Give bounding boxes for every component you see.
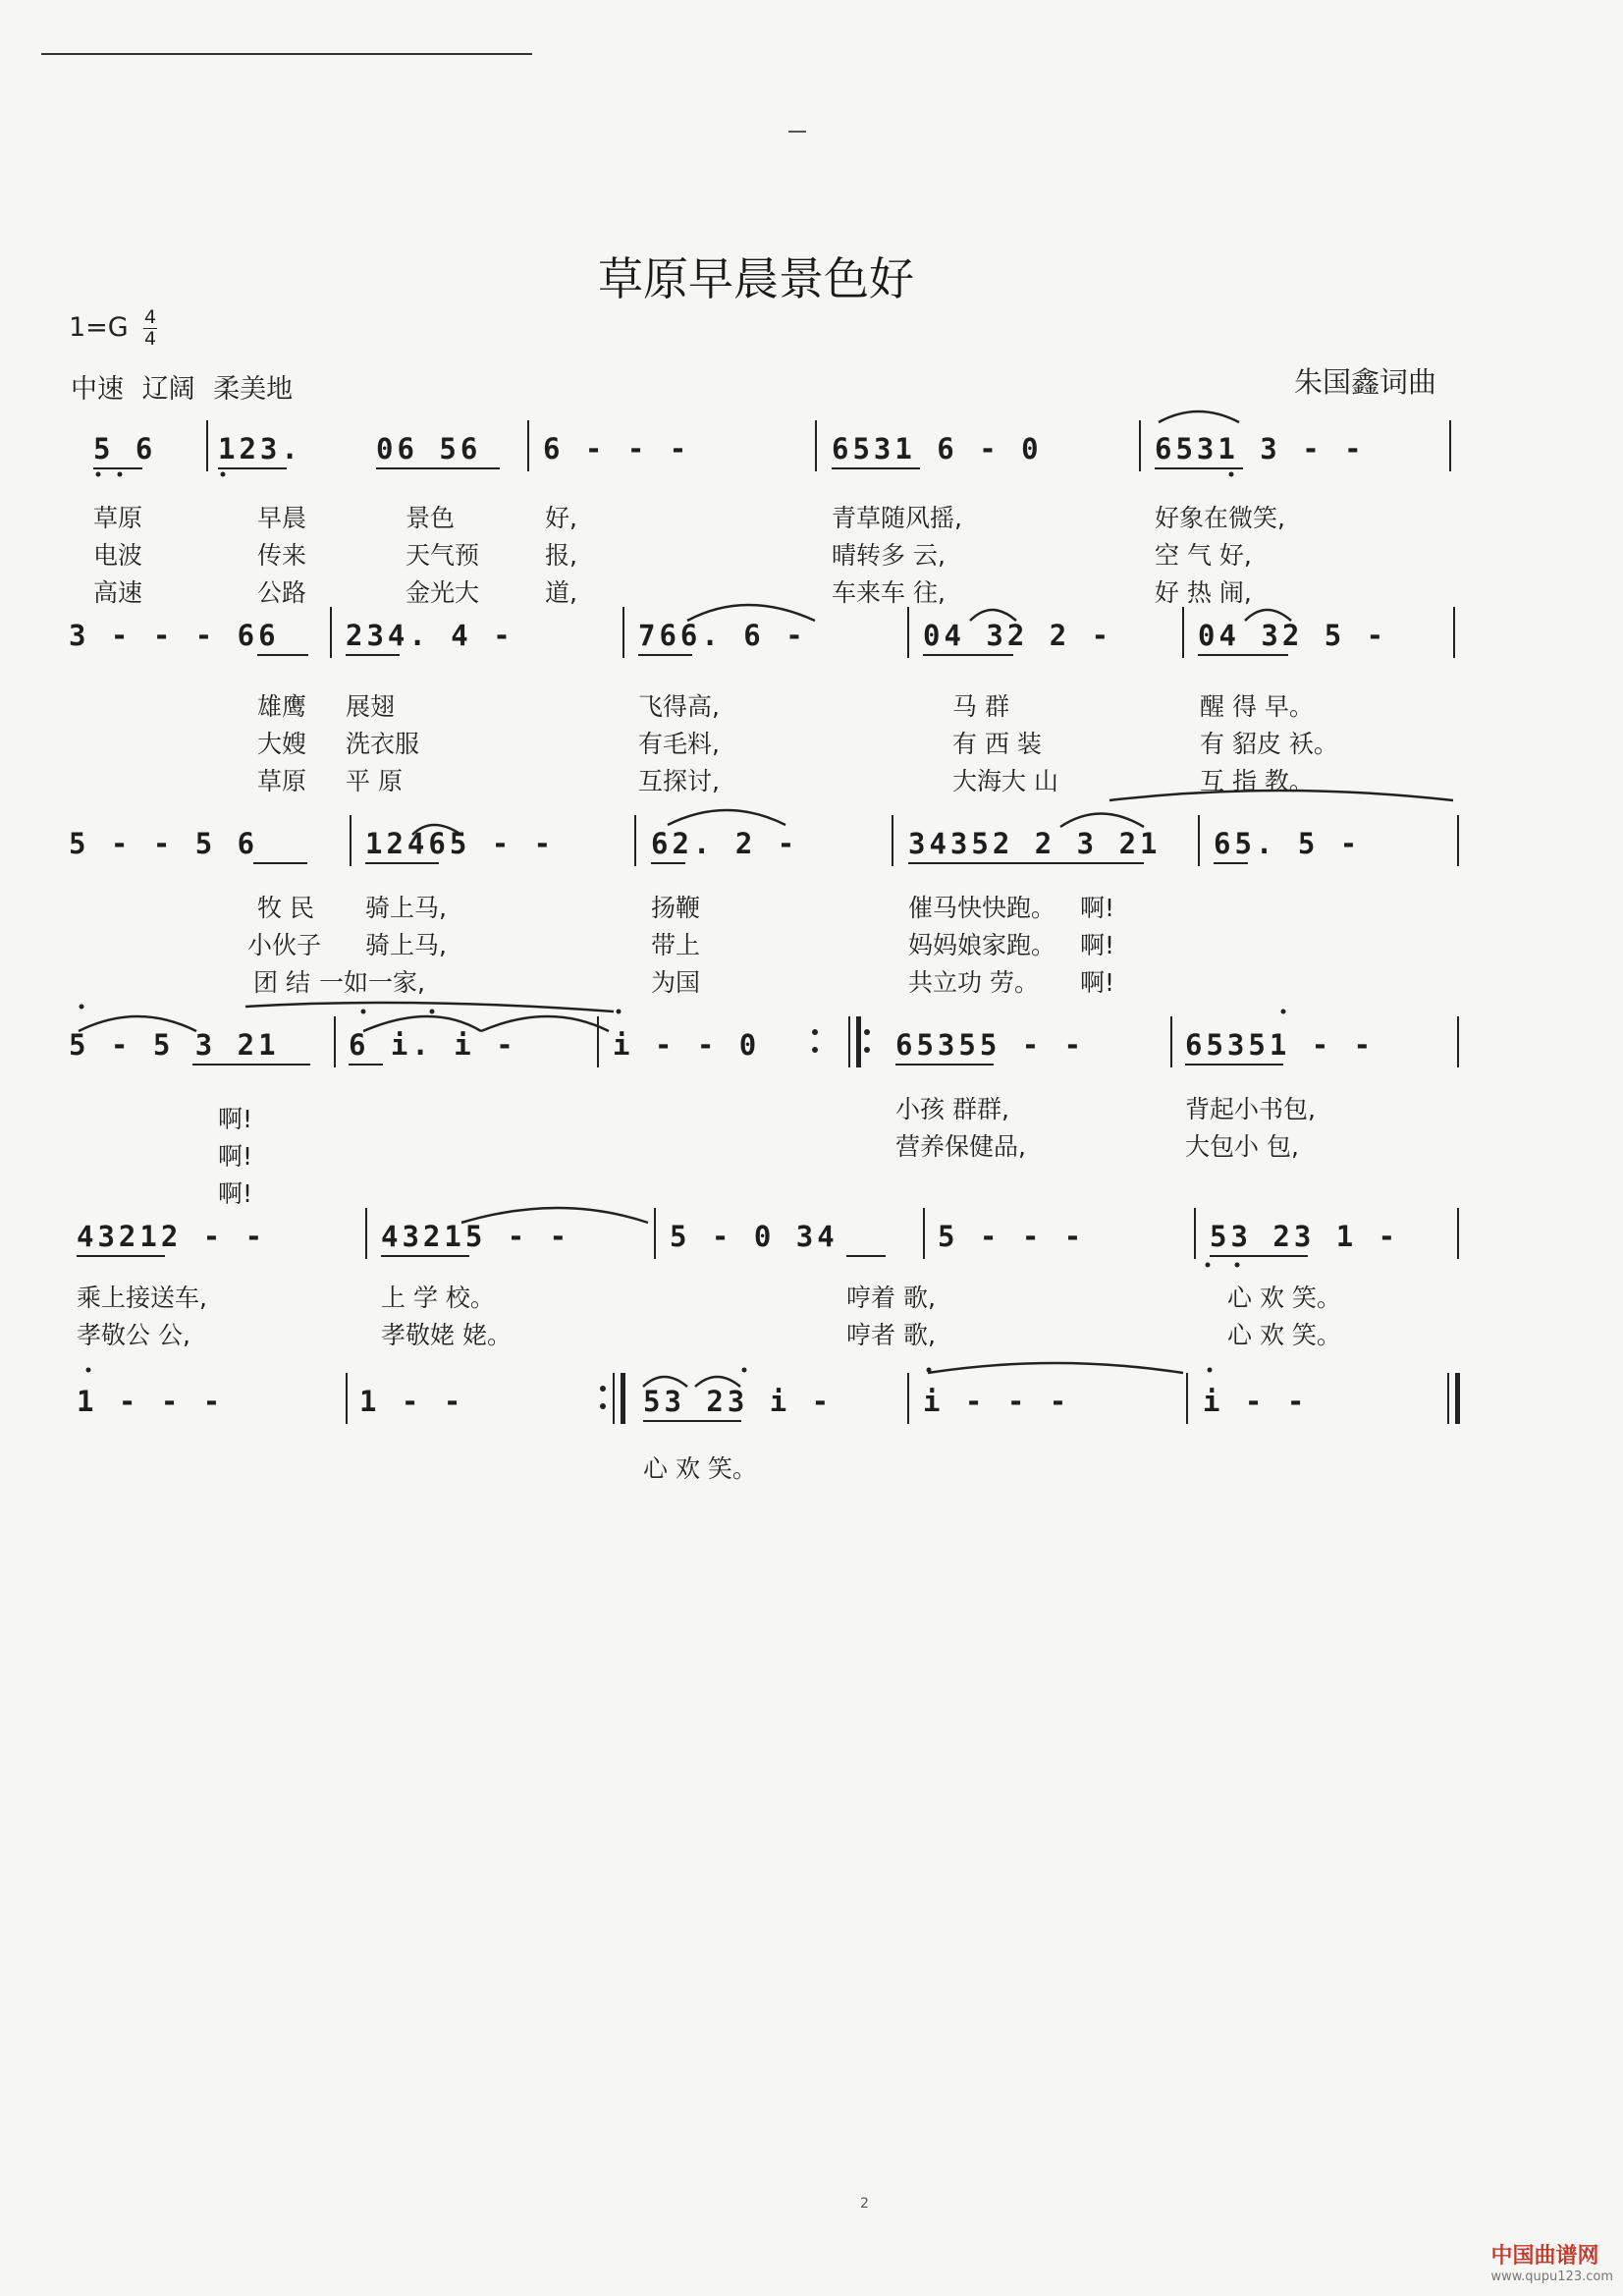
measure-1-4: 6531 6 - 0 [832,432,1043,465]
measure-1-1: 5 6 [93,432,157,465]
lyric-1-2-b: 传来 [257,541,307,570]
measure-3-2: 12465 - - [365,827,556,860]
lyric-3-2-c: 带上 [651,931,701,959]
lyric-4-1-c: 背起小书包, [1185,1095,1316,1123]
lyric-4-2-a: 啊! [218,1142,253,1171]
measure-5-1: 43212 - - [77,1220,267,1253]
time-top: 4 [143,306,157,328]
measure-2-1: 3 - - - 66 [69,619,280,652]
lyric-3-1-c: 扬鞭 [651,894,701,922]
lyric-5-2-b: 孝敬姥 姥。 [381,1321,512,1349]
lyric-2-3-e: 互 指 教。 [1200,767,1314,795]
lyric-1-3-f: 好 热 闹, [1155,578,1252,607]
tempo-marking: 中速 辽阔 柔美地 [71,374,294,405]
lyric-3-3-b: 一如一家, [319,968,425,997]
measure-4-1: 5 - 5 3 21 [69,1028,280,1062]
measure-4-2: 6 i. i - [349,1028,517,1062]
watermark-url: www.qupu123.com [1490,2269,1613,2284]
measure-3-5: 65. 5 - [1214,827,1362,860]
lyric-1-3-a: 高速 [93,578,143,607]
measure-6-5: i - - [1203,1385,1309,1418]
lyric-1-3-c: 金光大 [406,578,480,607]
key-signature: 1=G [69,312,129,343]
measure-6-1: 1 - - - [77,1385,225,1418]
measure-6-3: 53 23 i - [643,1385,834,1418]
lyric-1-1-e: 青草随风摇, [832,504,962,532]
measure-3-3: 62. 2 - [651,827,799,860]
lyric-3-3-e: 啊! [1080,968,1115,997]
lyric-2-3-d: 大海大 山 [952,767,1058,795]
lyric-2-1-a: 雄鹰 [257,692,307,721]
lyric-3-1-b: 骑上马, [365,894,447,922]
lyric-1-1-a: 草原 [93,504,143,532]
lyric-2-1-b: 展翅 [346,692,396,721]
lyric-2-3-a: 草原 [257,767,307,795]
lyric-2-1-d: 马 群 [952,692,1009,721]
lyric-3-2-e: 啊! [1080,931,1115,959]
lyric-1-2-a: 电波 [93,541,143,570]
lyric-5-2-a: 孝敬公 公, [77,1321,190,1349]
measure-3-1: 5 - - 5 6 [69,827,259,860]
measure-2-5: 04 32 5 - [1198,619,1388,652]
lyric-1-3-e: 车来车 往, [832,578,946,607]
lyric-5-1-b: 上 学 校。 [381,1284,495,1312]
lyric-3-2-b: 骑上马, [365,931,447,959]
lyric-5-1-d: 心 欢 笑。 [1227,1284,1341,1312]
measure-2-3: 766. 6 - [638,619,807,652]
measure-5-2: 43215 - - [381,1220,571,1253]
lyric-2-2-c: 有毛料, [638,730,720,758]
measure-5-3: 5 - 0 34 [670,1220,839,1253]
lyric-4-1-a: 啊! [218,1105,253,1133]
lyric-3-1-a: 牧 民 [257,894,314,922]
lyric-1-3-b: 公路 [257,578,307,607]
lyric-2-2-d: 有 西 装 [952,730,1042,758]
lyric-1-2-d: 报, [545,541,577,570]
lyric-4-2-b: 营养保健品, [895,1132,1026,1161]
lyric-3-3-d: 共立功 劳。 [908,968,1039,997]
measure-1-2b: 06 56 [376,432,482,465]
lyric-4-3-a: 啊! [218,1179,253,1208]
lyric-4-1-b: 小孩 群群, [895,1095,1009,1123]
measure-2-4: 04 32 2 - [923,619,1113,652]
lyric-3-3-c: 为国 [651,968,701,997]
lyric-2-3-b: 平 原 [346,767,403,795]
lyric-2-1-e: 醒 得 早。 [1200,692,1314,721]
lyric-5-1-c: 哼着 歌, [846,1284,936,1312]
lyric-3-2-a: 小伙子 [247,931,322,959]
lyric-1-1-b: 早晨 [257,504,307,532]
lyric-2-2-e: 有 貂皮 袄。 [1200,730,1338,758]
lyric-3-2-d: 妈妈娘家跑。 [908,931,1056,959]
measure-1-5: 6531 3 - - [1155,432,1366,465]
lyric-2-1-c: 飞得高, [638,692,720,721]
lyric-1-2-c: 天气预 [406,541,480,570]
measure-5-5: 53 23 1 - [1210,1220,1400,1253]
lyric-5-2-d: 心 欢 笑。 [1227,1321,1341,1349]
lyric-1-2-e: 晴转多 云, [832,541,946,570]
lyric-2-2-b: 洗衣服 [346,730,420,758]
page-number: 2 [860,2196,869,2212]
lyric-1-3-d: 道, [545,578,577,607]
lyric-5-2-c: 哼者 歌, [846,1321,936,1349]
lyric-2-3-c: 互探讨, [638,767,720,795]
lyric-4-2-c: 大包小 包, [1185,1132,1299,1161]
song-title: 草原早晨景色好 [598,252,914,305]
site-watermark [1490,2239,1613,2284]
measure-1-3: 6 - - - [543,432,691,465]
lyric-3-1-d: 催马快快跑。 [908,894,1056,922]
measure-6-4: i - - - [923,1385,1071,1418]
lyric-2-2-a: 大嫂 [257,730,307,758]
lyric-3-3-a: 团 结 [253,968,310,997]
lyric-5-1-a: 乘上接送车, [77,1284,207,1312]
measure-3-4: 34352 2 3 21 [908,827,1162,860]
lyric-1-1-c: 景色 [406,504,456,532]
watermark-text: 中国曲谱网 [1490,2244,1599,2269]
measure-4-4: 65355 - - [895,1028,1086,1062]
measure-2-2: 234. 4 - [346,619,514,652]
lyric-1-1-f: 好象在微笑, [1155,504,1285,532]
measure-5-4: 5 - - - [938,1220,1086,1253]
lyric-3-1-e: 啊! [1080,894,1115,922]
measure-6-2: 1 - - [359,1385,465,1418]
measure-4-5: 65351 - - [1185,1028,1376,1062]
measure-1-2a: 123. [218,432,302,465]
lyric-6-1-a: 心 欢 笑。 [643,1454,757,1483]
time-bottom: 4 [143,328,157,350]
lyric-1-1-d: 好, [545,504,577,532]
measure-4-3: i - - 0 [613,1028,761,1062]
lyric-1-2-f: 空 气 好, [1155,541,1252,570]
composer-credit: 朱国鑫词曲 [1294,365,1437,399]
